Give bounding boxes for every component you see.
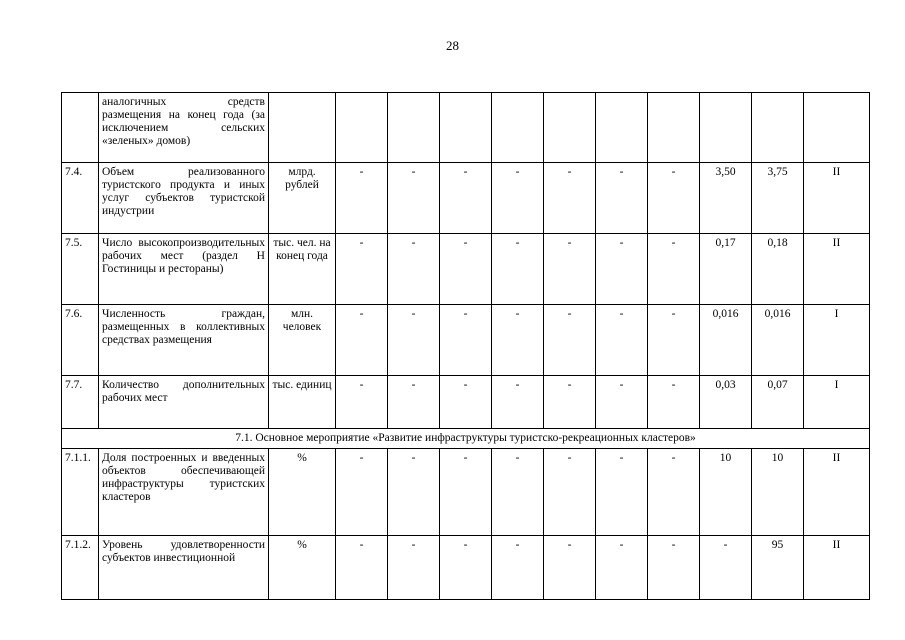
value-cell: I [804, 305, 870, 376]
value-cell: - [596, 376, 648, 429]
table-row [62, 376, 870, 429]
unit-cell: млн. человек [269, 305, 336, 376]
value-cell: 0,17 [700, 234, 752, 305]
value-cell: 0,07 [752, 376, 804, 429]
value-cell: - [388, 536, 440, 600]
value-cell: - [544, 234, 596, 305]
value-cell: - [440, 234, 492, 305]
table-row [62, 93, 870, 163]
indicator-name-cell: Численность граждан, размещенных в коллективных средствах размещения [99, 305, 269, 376]
value-cell [388, 93, 440, 163]
value-cell: - [492, 449, 544, 536]
value-cell: - [492, 234, 544, 305]
indicator-name-cell: Объем реализованного туристского продукта и иных услуг субъектов туристской индустрии [99, 163, 269, 234]
value-cell: - [648, 234, 700, 305]
value-cell: - [440, 163, 492, 234]
table-row [62, 536, 870, 600]
value-cell [700, 93, 752, 163]
value-cell [336, 93, 388, 163]
value-cell: - [336, 305, 388, 376]
value-cell: - [648, 536, 700, 600]
value-cell: - [388, 305, 440, 376]
value-cell [596, 93, 648, 163]
row-number-cell: 7.4. [62, 163, 99, 234]
row-number-cell: 7.6. [62, 305, 99, 376]
table-row [62, 163, 870, 234]
value-cell: - [388, 234, 440, 305]
value-cell [648, 93, 700, 163]
value-cell: - [492, 305, 544, 376]
row-number-cell [62, 93, 99, 163]
value-cell: - [596, 163, 648, 234]
row-number-cell: 7.1.1. [62, 449, 99, 536]
indicator-name-cell: Уровень удовлетворенности субъектов инвестиционной [99, 536, 269, 600]
table-row [62, 449, 870, 536]
indicators-table [61, 92, 870, 600]
value-cell: - [440, 449, 492, 536]
value-cell: 10 [700, 449, 752, 536]
value-cell: - [544, 449, 596, 536]
value-cell [544, 93, 596, 163]
value-cell: - [648, 163, 700, 234]
value-cell: II [804, 234, 870, 305]
value-cell: - [648, 376, 700, 429]
unit-cell: млрд. рублей [269, 163, 336, 234]
value-cell: 0,18 [752, 234, 804, 305]
value-cell: - [336, 449, 388, 536]
value-cell: - [492, 163, 544, 234]
value-cell: 3,50 [700, 163, 752, 234]
value-cell: II [804, 449, 870, 536]
table-row [62, 305, 870, 376]
value-cell: - [492, 536, 544, 600]
value-cell: 3,75 [752, 163, 804, 234]
value-cell [804, 93, 870, 163]
value-cell: - [596, 305, 648, 376]
value-cell: - [544, 305, 596, 376]
value-cell: - [440, 536, 492, 600]
unit-cell: тыс. чел. на конец года [269, 234, 336, 305]
value-cell: - [544, 163, 596, 234]
value-cell: II [804, 536, 870, 600]
value-cell: - [596, 234, 648, 305]
indicator-name-cell: Количество дополнительных рабочих мест [99, 376, 269, 429]
indicator-name-cell: Доля построенных и введенных объектов обеспечивающей инфраструктуры туристских кластеров [99, 449, 269, 536]
unit-cell: % [269, 536, 336, 600]
value-cell: 95 [752, 536, 804, 600]
unit-cell: % [269, 449, 336, 536]
value-cell [440, 93, 492, 163]
indicator-name-cell: аналогичных средств размещения на конец года (за исключением сельских «зеленых» домов) [99, 93, 269, 163]
row-number-cell: 7.1.2. [62, 536, 99, 600]
value-cell [492, 93, 544, 163]
value-cell: - [700, 536, 752, 600]
indicator-name-cell: Число высокопроизводительных рабочих мест (раздел Н Гостиницы и рестораны) [99, 234, 269, 305]
section-title: 7.1. Основное мероприятие «Развитие инфраструктуры туристско-рекреационных кластеров» [62, 429, 870, 449]
value-cell: - [596, 536, 648, 600]
value-cell: - [492, 376, 544, 429]
table-body [62, 93, 870, 600]
value-cell: 0,03 [700, 376, 752, 429]
value-cell: - [544, 536, 596, 600]
section-header-row [62, 429, 870, 449]
value-cell: II [804, 163, 870, 234]
value-cell: - [596, 449, 648, 536]
value-cell: - [440, 376, 492, 429]
value-cell: 10 [752, 449, 804, 536]
unit-cell: тыс. единиц [269, 376, 336, 429]
row-number-cell: 7.7. [62, 376, 99, 429]
value-cell: I [804, 376, 870, 429]
value-cell: - [544, 376, 596, 429]
value-cell: - [336, 163, 388, 234]
value-cell: - [388, 163, 440, 234]
value-cell: - [388, 376, 440, 429]
page-number: 28 [446, 38, 459, 53]
value-cell: - [440, 305, 492, 376]
value-cell: - [648, 305, 700, 376]
value-cell: - [336, 536, 388, 600]
unit-cell [269, 93, 336, 163]
value-cell: 0,016 [752, 305, 804, 376]
row-number-cell: 7.5. [62, 234, 99, 305]
value-cell [752, 93, 804, 163]
value-cell: - [648, 449, 700, 536]
value-cell: - [388, 449, 440, 536]
value-cell: - [336, 234, 388, 305]
value-cell: 0,016 [700, 305, 752, 376]
value-cell: - [336, 376, 388, 429]
table-row [62, 234, 870, 305]
